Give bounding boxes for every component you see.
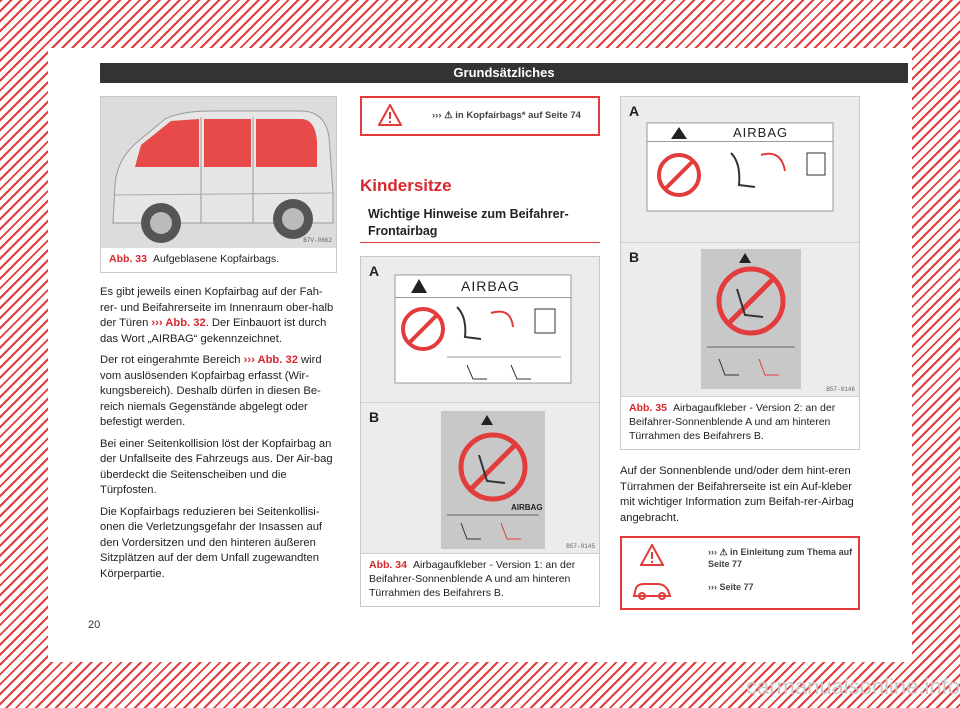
figure-number: Abb. 33 [109,253,147,265]
car-icon [632,578,672,600]
column-left [100,96,337,588]
airbag-sticker-title: AIRBAG [461,278,520,294]
figure-caption [361,554,599,606]
watermark: carmanualsonline.info [745,674,960,699]
figure-34 [360,256,600,607]
page-reference-link[interactable]: ››› Seite 77 [708,582,754,592]
figure-caption [621,397,859,449]
panel-label: B [629,249,640,265]
panel-label: A [629,103,640,119]
body-text [620,464,860,526]
panel-label: A [369,263,380,279]
paragraph-4: Die Kopfairbags reduzieren bei Seitenkollisi-onen die Verletzungsgefahr der Insassen auf den Vordersitzen und den hinteren äußeren Sitzplätzen auf der dem Unfall zugewandten Körperpartie. [100,505,323,580]
paragraph-3: Bei einer Seitenkollision löst der Kopfairbag an der Unfallseite des Fahrzeugs aus. Der Air-bag überdeckt die Seitenscheiben und die Türpfosten. [100,437,333,496]
figure-33 [100,96,337,273]
caption-text: Airbagaufkleber - Version 1: an der Beifahrer-Sonnenblende A und am hinteren Türrahmen des Beifahrers B. [369,559,576,599]
body-text [100,285,337,582]
airbag-sticker-word: AIRBAG [511,503,543,512]
figure-code: B7V-0662 [303,237,332,244]
manual-page [48,48,912,662]
figure-code: B57-0145 [566,543,595,550]
paragraph-1: Auf der Sonnenblende und/oder dem hint-eren Türrahmen der Beifahrerseite ist ein Auf-kleber mit wichtiger Information zum Beifah-rer-Airbag angebracht. [620,465,854,524]
airbag-sticker-title: AIRBAG [733,125,789,140]
info-box [620,536,860,610]
figure-35 [620,96,860,450]
cross-reference-link[interactable]: ››› Abb. 32 [243,354,298,366]
paragraph-2: Der rot eingerahmte Bereich ››› Abb. 32 wird vom auslösenden Kopfairbag erfasst (Wir-kungsbereich). Deshalb dürfen in diesen Be-reich niemals Gegenstände abgelegt oder befestigt werden. [100,354,322,428]
panel-a [621,97,859,243]
page-header: Grundsätzliches [100,63,908,83]
section-title: Kindersitze [360,176,452,195]
paragraph-1: Es gibt jeweils einen Kopfairbag auf der Fah-rer- und Beifahrerseite im Innenraum ober-halb der Türen ››› Abb. 32. Der Einbauort ist durch das Wort „AIRBAG“ gekennzeichnet. [100,286,334,345]
car-airbag-image [101,97,336,248]
figure-number: Abb. 34 [369,559,407,571]
caption-text: Airbagaufkleber - Version 2: an der Beifahrer-Sonnenblende A und am hinteren Türrahmen des Beifahrers B. [629,402,836,442]
cross-reference-link[interactable]: ››› Abb. 32 [151,317,206,329]
intro-reference-link[interactable]: ››› ⚠ in Einleitung zum Thema auf Seite 77 [708,547,853,569]
warning-box [360,96,600,136]
column-middle [360,96,600,656]
figure-code: B57-0146 [826,386,855,393]
column-right [620,96,860,610]
panel-b [621,243,859,397]
panel-label: B [369,409,380,425]
page-number: 20 [88,619,101,631]
panel-b [361,403,599,554]
warning-triangle-icon [378,104,402,126]
figure-number: Abb. 35 [629,402,667,414]
warning-reference-link[interactable]: ››› ⚠ in Kopfairbags* auf Seite 74 [432,110,581,121]
section-subtitle: Wichtige Hinweise zum Beifahrer- Frontairbag [368,207,569,238]
figure-caption [101,248,336,272]
caption-text: Aufgeblasene Kopfairbags. [152,253,280,265]
divider [360,242,600,243]
warning-triangle-icon [640,544,664,566]
